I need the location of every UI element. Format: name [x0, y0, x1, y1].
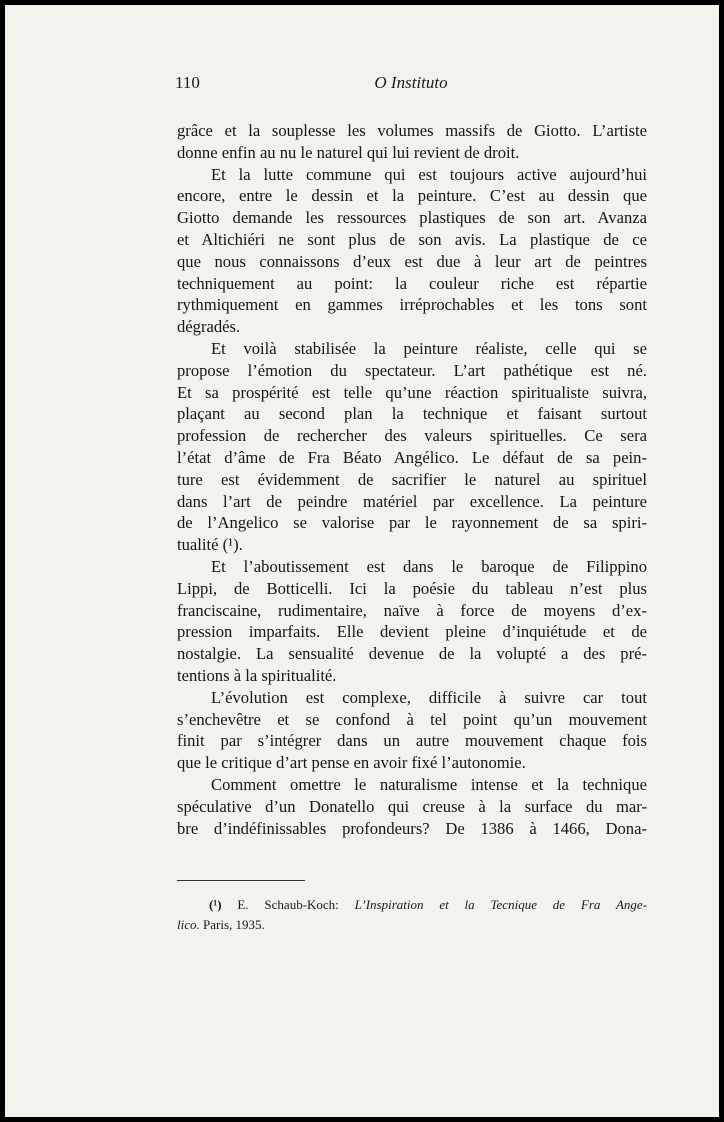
- text-line: Et voilà stabilisée la peinture réaliste, celle qui se: [211, 338, 647, 358]
- footnote-title: L’Inspiration et la Tecnique de Fra Ange-: [354, 897, 648, 912]
- running-title: O Instituto: [374, 73, 448, 92]
- text-line: spéculative d’un Donatello qui creuse à la surface du mar-: [177, 796, 647, 816]
- text-line: dégradés.: [177, 317, 241, 337]
- text-line: rythmiquement en gammes irréprochables et les tons sont: [177, 295, 647, 315]
- page-number: 110: [175, 73, 200, 92]
- footnote-line: [177, 895, 647, 915]
- text-line: Et sa prospérité est telle qu’une réaction spiritualiste suivra,: [177, 382, 647, 402]
- text-line: encore, entre le dessin et la peinture. C’est au dessin que: [177, 186, 647, 206]
- text-line: et Altichiéri ne sont plus de son avis. La plastique de ce: [177, 229, 647, 249]
- text-line: nostalgie. La sensualité devenue de la volupté a des pré-: [177, 644, 647, 664]
- text-line: dans l’art de peindre matériel par excellence. La peinture: [177, 491, 647, 511]
- footnote-title-end: lico.: [177, 917, 200, 932]
- text-line: tualité (¹).: [177, 535, 243, 555]
- text-line: s’enchevêtre et se confond à tel point qu’un mouvement: [177, 709, 647, 729]
- text-line: Et l’aboutissement est dans le baroque de Filippino: [211, 556, 647, 576]
- footnote-marker: (¹): [209, 897, 222, 912]
- text-line: propose l’émotion du spectateur. L’art pathétique est né.: [177, 360, 647, 380]
- footnote-author: E. Schaub-Koch:: [237, 897, 339, 912]
- text-line: l’état d’âme de Fra Béato Angélico. Le défaut de sa pein-: [177, 447, 647, 467]
- text-line: franciscaine, rudimentaire, naïve à force de moyens d’ex-: [177, 600, 647, 620]
- text-line: que nous connaissons d’eux est due à leur art de peintres: [177, 251, 647, 271]
- body-text: [177, 120, 647, 839]
- text-line: Giotto demande les ressources plastiques de son art. Avanza: [177, 208, 647, 228]
- text-line: Lippi, de Botticelli. Ici la poésie du tableau n’est plus: [177, 578, 647, 598]
- page-header: [175, 73, 647, 97]
- text-line: techniquement au point: la couleur riche est répartie: [177, 273, 647, 293]
- footnote-divider: [177, 880, 305, 881]
- footnote: [177, 895, 647, 935]
- text-line: que le critique d’art pense en avoir fixé l’autonomie.: [177, 753, 526, 773]
- text-line: pression imparfaits. Elle devient pleine d’inquiétude et de: [177, 622, 647, 642]
- text-line: Et la lutte commune qui est toujours active aujourd’hui: [211, 164, 647, 184]
- text-line: de l’Angelico se valorise par le rayonnement de sa spiri-: [177, 513, 647, 533]
- text-line: grâce et la souplesse les volumes massifs de Giotto. L’artiste: [177, 121, 647, 140]
- text-line: tentions à la spiritualité.: [177, 665, 337, 685]
- footnote-line: [177, 915, 647, 935]
- text-line: bre d’indéfinissables profondeurs? De 1386 à 1466, Dona-: [177, 818, 647, 838]
- text-line: plaçant au second plan la technique et faisant surtout: [177, 404, 647, 424]
- footnote-place-year: Paris, 1935.: [203, 917, 265, 932]
- text-line: donne enfin au nu le naturel qui lui revient de droit.: [177, 142, 520, 162]
- text-line: profession de rechercher des valeurs spirituelles. Ce sera: [177, 426, 647, 446]
- text-line: L’évolution est complexe, difficile à suivre car tout: [211, 687, 647, 707]
- text-line: ture est évidemment de sacrifier le naturel au spirituel: [177, 469, 647, 489]
- text-line: Comment omettre le naturalisme intense et la technique: [211, 774, 647, 794]
- text-line: finit par s’intégrer dans un autre mouvement chaque fois: [177, 731, 647, 751]
